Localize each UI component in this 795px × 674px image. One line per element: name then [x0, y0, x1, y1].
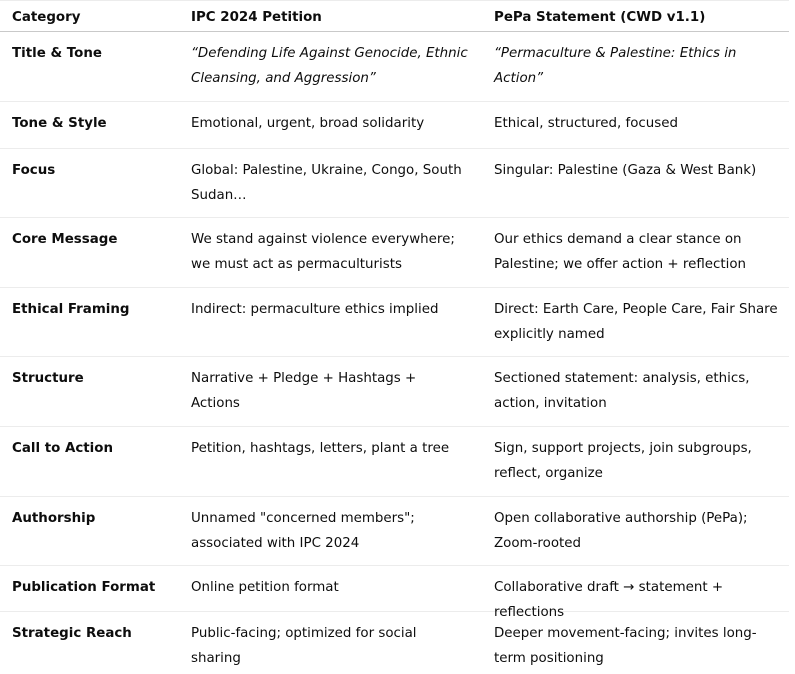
table-header	[0, 0, 789, 32]
row-pepa: Collaborative draft → statement + reflections	[494, 580, 724, 620]
row-pepa: Our ethics demand a clear stance on Palestine; we offer action + reflection	[494, 232, 747, 272]
row-category: Ethical Framing	[12, 302, 130, 317]
row-category: Tone & Style	[12, 116, 107, 131]
row-category: Structure	[12, 371, 84, 386]
table-row	[0, 612, 789, 674]
row-category: Authorship	[12, 511, 96, 526]
row-category: Strategic Reach	[12, 626, 132, 641]
row-category: Call to Action	[12, 441, 113, 456]
row-ipc: “Defending Life Against Genocide, Ethnic Cleansing, and Aggression”	[191, 46, 468, 86]
row-pepa: Direct: Earth Care, People Care, Fair Share explicitly named	[494, 302, 778, 342]
row-pepa: Singular: Palestine (Gaza & West Bank)	[494, 163, 757, 178]
table-row	[0, 427, 789, 497]
row-ipc: Emotional, urgent, broad solidarity	[191, 116, 425, 131]
table-row	[0, 288, 789, 357]
row-ipc: Global: Palestine, Ukraine, Congo, South Sudan…	[191, 163, 462, 203]
row-ipc: We stand against violence everywhere; we must act as permaculturists	[191, 232, 455, 272]
row-pepa: Deeper movement-facing; invites long-term positioning	[494, 626, 757, 666]
table-row	[0, 566, 789, 620]
table-row	[0, 102, 789, 149]
table-row	[0, 357, 789, 427]
header-pepa: PePa Statement (CWD v1.1)	[494, 10, 706, 25]
row-pepa: “Permaculture & Palestine: Ethics in Action”	[494, 46, 737, 86]
row-category: Publication Format	[12, 580, 156, 595]
row-ipc: Petition, hashtags, letters, plant a tree	[191, 441, 450, 456]
row-pepa: Ethical, structured, focused	[494, 116, 678, 131]
header-ipc: IPC 2024 Petition	[191, 10, 322, 25]
row-category: Core Message	[12, 232, 118, 247]
header-category: Category	[12, 10, 81, 25]
row-ipc: Narrative + Pledge + Hashtags + Actions	[191, 371, 417, 411]
table-row	[0, 149, 789, 218]
table-row	[0, 32, 789, 102]
row-ipc: Public-facing; optimized for social sharing	[191, 626, 417, 666]
row-pepa: Sectioned statement: analysis, ethics, action, invitation	[494, 371, 750, 411]
table-row	[0, 497, 789, 566]
row-ipc: Indirect: permaculture ethics implied	[191, 302, 439, 317]
table-row	[0, 218, 789, 288]
row-pepa: Open collaborative authorship (PePa); Zoom-rooted	[494, 511, 748, 551]
row-pepa: Sign, support projects, join subgroups, reflect, organize	[494, 441, 752, 481]
row-ipc: Unnamed "concerned members"; associated with IPC 2024	[191, 511, 415, 551]
row-ipc: Online petition format	[191, 580, 339, 595]
row-category: Focus	[12, 163, 56, 178]
row-category: Title & Tone	[12, 46, 102, 61]
